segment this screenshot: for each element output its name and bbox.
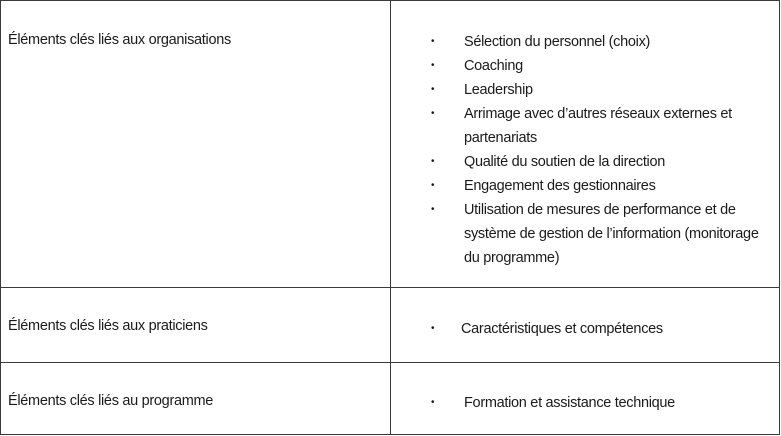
row-praticiens-items-cell [391,288,779,363]
list-item: • Qualité du soutien de la direction [431,150,764,174]
bullet-list [431,30,764,270]
bullet-list [431,391,764,415]
list-item: • Sélection du personnel (choix) [431,30,764,54]
list-item: • Caractéristiques et compétences [431,317,761,341]
list-item: • Coaching [431,54,764,78]
row-organisations-items-cell [391,1,779,288]
row-praticiens-label-cell [1,288,391,363]
row-label: Éléments clés liés au programme [8,393,214,409]
row-label: Éléments clés liés aux organisations [8,32,231,48]
row-programme-label-cell [1,363,391,434]
list-item: • Formation et assistance technique [431,391,764,415]
list-item: • Leadership [431,78,764,102]
row-label: Éléments clés liés aux praticiens [8,318,208,334]
list-item: • Engagement des gestionnaires [431,174,764,198]
row-organisations-label-cell [1,1,391,288]
bullet-list [431,317,761,341]
list-item: • Utilisation de mesures de performance et de système de gestion de l’information (monitorage du programme) [431,198,764,270]
row-programme-items-cell [391,363,779,434]
list-item: • Arrimage avec d’autres réseaux externes et partenariats [431,102,764,150]
